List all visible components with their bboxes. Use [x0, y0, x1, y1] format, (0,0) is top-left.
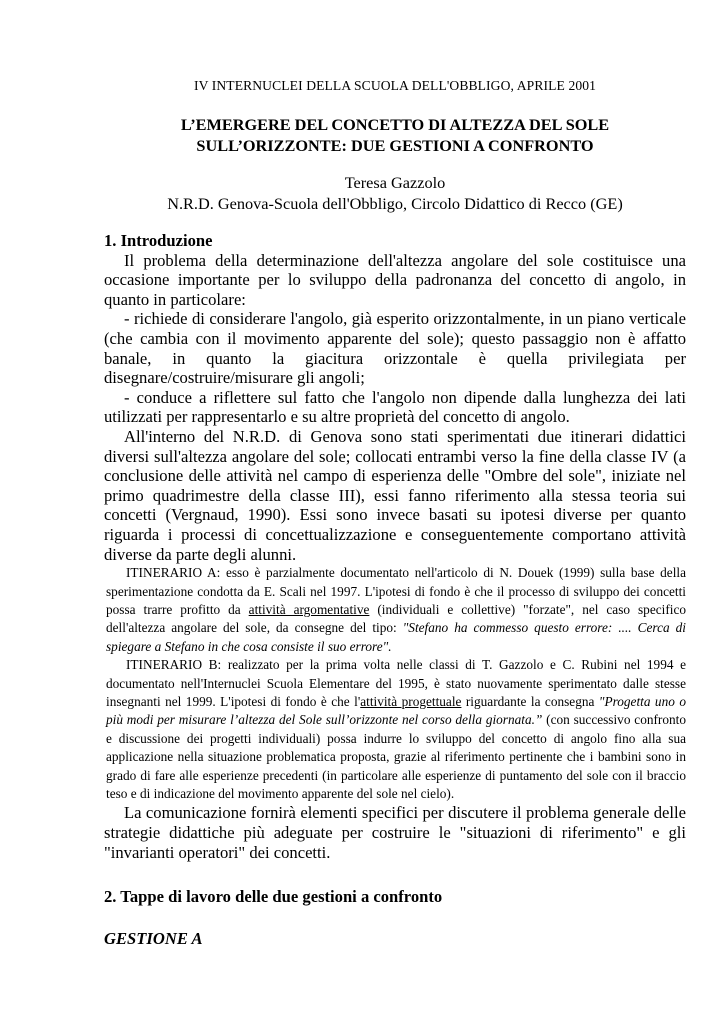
title-line-1: L’EMERGERE DEL CONCETTO DI ALTEZZA DEL SOLE	[180, 115, 610, 134]
title-line-2: SULL’ORIZZONTE: DUE GESTIONI A CONFRONTO	[196, 136, 594, 155]
itinerario-b-text-2: riguardante la consegna	[461, 693, 599, 709]
section-introduction	[104, 231, 686, 862]
section-tappe	[104, 887, 686, 948]
itinerario-a-quote: "Stefano ha commesso questo errore: .... Cerca di spiegare a Stefano in che cosa consiste il suo errore".	[106, 620, 686, 654]
document-page	[104, 78, 686, 948]
bullet-vertical-plane: - richiede di considerare l'angolo, già esperito orizzontalmente, in un piano verticale (che cambia con il movimento apparente del sole); questo passaggio non è affatto banale, in quanto la giacitura orizzontale è quella privilegiata per disegnare/costruire/misurare gli angoli;	[104, 309, 686, 388]
section-heading-introduction: 1. Introduzione	[104, 231, 213, 250]
author-affiliation: N.R.D. Genova-Scuola dell'Obbligo, Circolo Didattico di Recco (GE)	[167, 194, 623, 213]
itinerario-a-text: ITINERARIO A: esso è parzialmente documentato nell'articolo di N. Douek (1999) sulla base della sperimentazione condotta da E. Scali nel 1997. L'ipotesi di fondo è che il processo di sviluppo dei concetti possa trarre profitto da	[106, 565, 686, 617]
conference-header: IV INTERNUCLEI DELLA SCUOLA DELL'OBBLIGO, APRILE 2001	[193, 78, 597, 93]
paragraph-itineraries: All'interno del N.R.D. di Genova sono stati sperimentati due itinerari didattici diversi sull'altezza angolare del sole; collocati entrambi verso la fine della classe IV (a conclusione delle attività nel campo di esperienza delle "Ombre del sole", iniziate nel primo quadrimestre della classe III), essi fanno riferimento alla stessa teoria sui concetti (Vergnaud, 1990). Essi sono invece basati su ipotesi diverse per quanto riguarda i processi di concettualizzazione e conseguentemente comportano attività diverse da parte degli alunni.	[104, 426, 686, 564]
author-name: Teresa Gazzolo	[344, 173, 446, 192]
author-block	[104, 172, 686, 214]
section-heading-tappe: 2. Tappe di lavoro delle due gestioni a confronto	[104, 887, 443, 907]
paragraph-intro: Il problema della determinazione dell'altezza angolare del sole costituisce una occasione importante per lo sviluppo della padronanza del concetto di angolo, in quanto in particolare:	[104, 250, 686, 309]
itinerario-a-underlined: attività argomentative	[248, 601, 370, 617]
subheading-gestione-a: GESTIONE A	[104, 928, 203, 948]
itinerario-b-text-3: (con successivo confronto e discussione dei progetti individuali) possa indurre lo sviluppo del concetto di angolo fino alla sua applicazione nella situazione problematica proposta, grazie al riferimento pertinente che i bambini sono in grado di fare alle esperienze precedenti (in particolare alle esperienze di puntamento del sole con il braccio teso e di indicazione del movimento apparente del sole nel cielo).	[106, 712, 686, 801]
itinerario-b-text: ITINERARIO B: realizzato per la prima volta nelle classi di T. Gazzolo e C. Rubini nel 1994 e documentato nell'Internuclei Scuola Elementare del 1995, è stato nuovamente sperimentato dalle stesse insegnanti nel 1999. L'ipotesi di fondo è che l'	[106, 657, 686, 709]
itinerario-a-text-2: (individuali e collettive) "forzate", nel caso specifico dell'altezza angolare del sole, da consegne del tipo:	[106, 601, 687, 636]
itinerario-b-quote: "Progetta uno o più modi per misurare l’altezza del Sole sull’orizzonte nel corso della giornata.”	[106, 693, 686, 728]
itineraries-block	[106, 564, 686, 803]
paragraph-communication: La comunicazione fornirà elementi specifici per discutere il problema generale delle strategie didattiche più adeguate per costruire le "situazioni di riferimento" e gli "invarianti operatori" dei concetti.	[104, 803, 686, 862]
itinerario-b-underlined: attività progettuale	[360, 693, 462, 709]
bullet-side-length: - conduce a riflettere sul fatto che l'angolo non dipende dalla lunghezza dei lati utilizzati per rappresentarlo e su altre proprietà del concetto di angolo.	[104, 387, 686, 427]
itinerario-a	[106, 564, 686, 656]
paper-title	[104, 114, 686, 156]
itinerario-b	[106, 656, 686, 803]
